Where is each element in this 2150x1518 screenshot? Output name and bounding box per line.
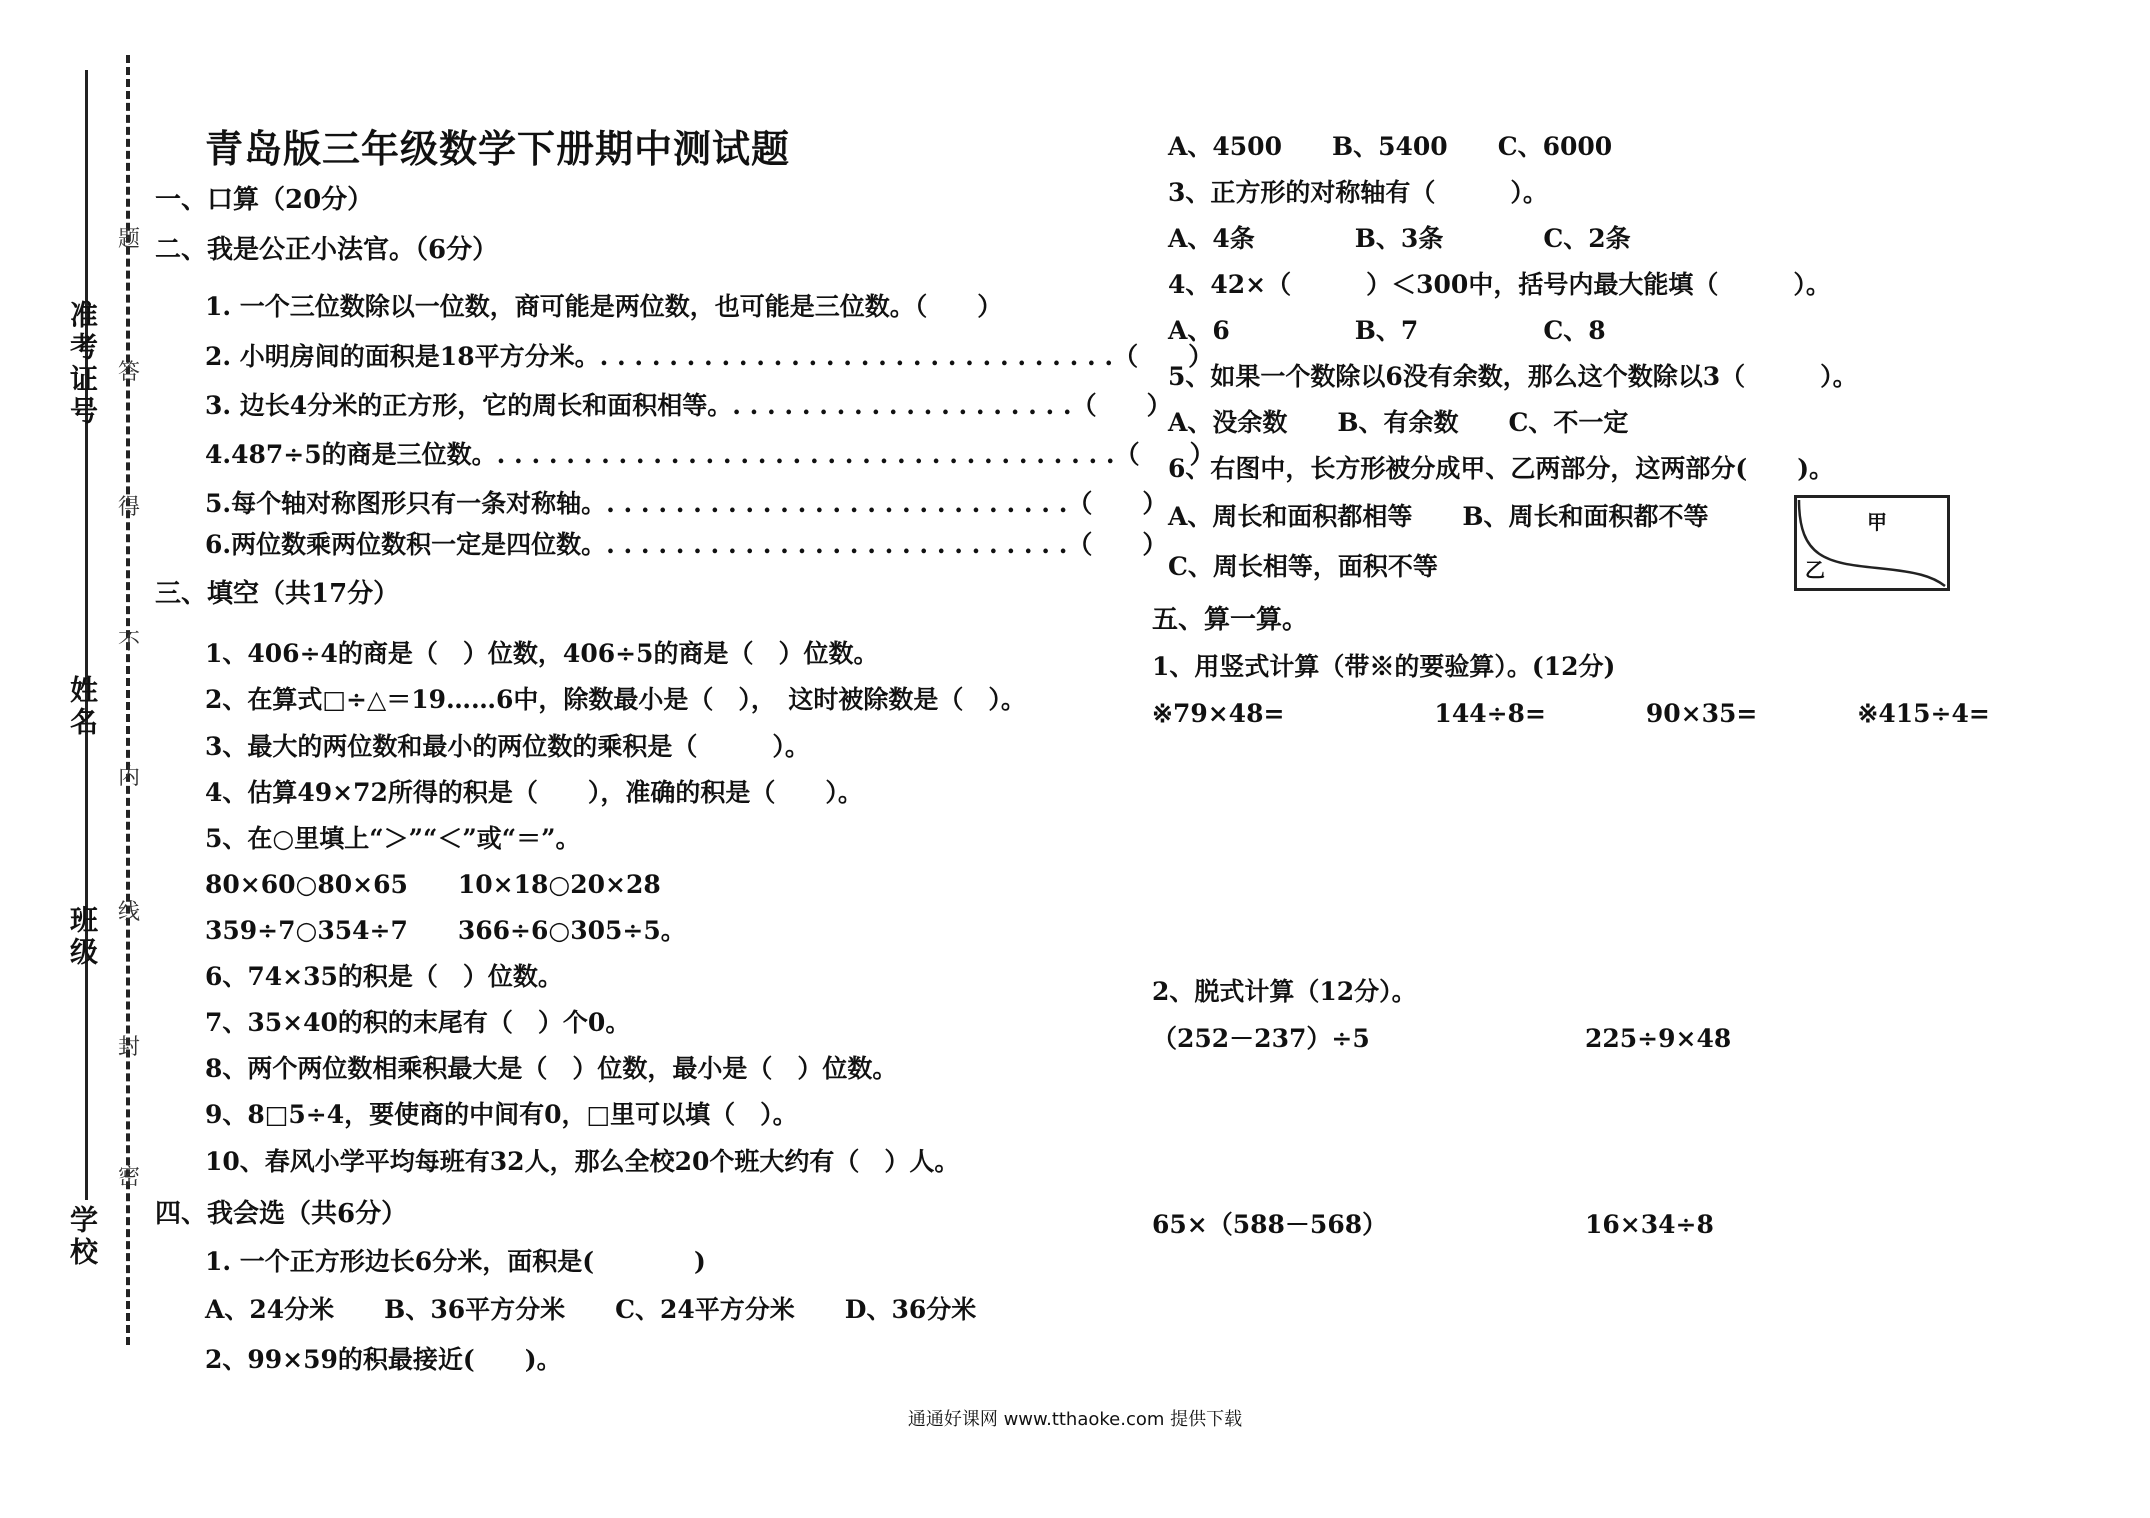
fill-item: 10、春风小学平均每班有32人，那么全校20个班大约有（ ）人。 [205, 1147, 960, 1176]
section-choose: 四、我会选（共6分） [155, 1199, 408, 1229]
calc1-title: 1、用竖式计算（带※的要验算）。(12分) [1152, 652, 1616, 681]
fill-item: 7、35×40的积的末尾有（ ）个0。 [205, 1008, 631, 1037]
exam-number-label: 准考证号 [66, 300, 99, 428]
choose-item: A、没余数 B、有余数 C、不一定 [1168, 408, 1629, 437]
judge-item: 1. 一个三位数除以一位数，商可能是两位数，也可能是三位数。（ ） [205, 292, 1003, 321]
calc2-expr: 16×34÷8 [1585, 1210, 1714, 1239]
section-judge: 二、我是公正小法官。（6分） [155, 235, 499, 265]
choose-item: C、周长相等，面积不等 [1168, 552, 1438, 581]
calc1-items: ※79×48= 144÷8= 90×35= ※415÷4= [1152, 699, 1990, 728]
choose-item: A、6 B、7 C、8 [1168, 316, 1606, 345]
figure-label-jia: 甲 [1867, 510, 1887, 534]
section-fill: 三、填空（共17分） [155, 579, 400, 609]
choose-item: A、24分米 B、36平方分米 C、24平方分米 D、36分米 [205, 1295, 977, 1324]
seal-char: 不 [118, 630, 141, 655]
calc2-title: 2、脱式计算（12分）。 [1152, 977, 1417, 1006]
choose-item: A、周长和面积都相等 B、周长和面积都不等 [1168, 502, 1709, 531]
fill-item: 3、最大的两位数和最小的两位数的乘积是（ ）。 [205, 732, 810, 761]
fill-item: 80×60○80×65 10×18○20×28 [205, 870, 661, 899]
fill-item: 8、两个两位数相乘积最大是（ ）位数，最小是（ ）位数。 [205, 1054, 898, 1083]
fill-item: 2、在算式□÷△＝19……6中，除数最小是（ ）， 这时被除数是（ ）。 [205, 685, 1026, 714]
calc2-expr: （252－237）÷5 [1152, 1024, 1370, 1053]
choose-item: 4、42×（ ）＜300中，括号内最大能填（ ）。 [1168, 270, 1831, 299]
fill-item: 9、8□5÷4，要使商的中间有0，□里可以填（ ）。 [205, 1100, 798, 1129]
figure-label-yi: 乙 [1805, 558, 1825, 582]
rectangle-figure [1794, 495, 1950, 591]
judge-item: 6.两位数乘两位数积一定是四位数。. . . . . . . . . . . . . . . . . . . . . . . . . . .（ ） [205, 530, 1168, 559]
seal-char: 得 [118, 495, 141, 520]
fill-item: 6、74×35的积是（ ）位数。 [205, 962, 563, 991]
class-label: 班级 [66, 905, 99, 969]
judge-item: 4.487÷5的商是三位数。. . . . . . . . . . . . . . . . . . . . . . . . . . . . . . . . . . . .（ ） [205, 440, 1215, 469]
seal-char: 封 [118, 1035, 141, 1060]
choose-item: 1. 一个正方形边长6分米，面积是( ) [205, 1247, 706, 1276]
judge-item: 3. 边长4分米的正方形，它的周长和面积相等。. . . . . . . . . . . . . . . . . . . .（ ） [205, 391, 1172, 420]
fill-item: 359÷7○354÷7 366÷6○305÷5。 [205, 916, 686, 945]
choose-item: A、4条 B、3条 C、2条 [1168, 224, 1631, 253]
choose-item: 2、99×59的积最接近( )。 [205, 1345, 562, 1374]
judge-item: 5.每个轴对称图形只有一条对称轴。. . . . . . . . . . . . . . . . . . . . . . . . . . .（ ） [205, 489, 1168, 518]
binding-line [85, 70, 88, 1200]
footer-source: 通通好课网 www.tthaoke.com 提供下载 [907, 1409, 1243, 1430]
judge-item: 2. 小明房间的面积是18平方分米。. . . . . . . . . . . . . . . . . . . . . . . . . . . . . .（ ） [205, 342, 1214, 371]
page-title: 青岛版三年级数学下册期中测试题 [205, 126, 791, 171]
calc2-expr: 65×（588－568） [1152, 1210, 1388, 1239]
choose-item: 5、如果一个数除以6没有余数，那么这个数除以3（ ）。 [1168, 362, 1858, 391]
choose-item: 3、正方形的对称轴有（ ）。 [1168, 178, 1548, 207]
school-label: 学校 [66, 1205, 99, 1269]
fill-item: 1、406÷4的商是（ ）位数，406÷5的商是（ ）位数。 [205, 639, 879, 668]
section-oral: 一、口算（20分） [155, 185, 374, 215]
section-calc: 五、算一算。 [1152, 605, 1309, 635]
choose-item: A、4500 B、5400 C、6000 [1168, 132, 1613, 161]
fill-item: 4、估算49×72所得的积是（ ），准确的积是（ ）。 [205, 778, 863, 807]
choose-item: 6、右图中，长方形被分成甲、乙两部分，这两部分( )。 [1168, 454, 1835, 483]
seal-char: 题 [118, 227, 141, 252]
seal-char: 答 [118, 360, 141, 385]
seal-char: 内 [118, 765, 141, 790]
fill-item: 5、在○里填上“＞”“＜”或“＝”。 [205, 824, 581, 853]
seal-char: 线 [118, 900, 141, 925]
seal-char: 密 [118, 1165, 141, 1190]
calc2-expr: 225÷9×48 [1585, 1024, 1732, 1053]
name-label: 姓名 [66, 675, 99, 739]
